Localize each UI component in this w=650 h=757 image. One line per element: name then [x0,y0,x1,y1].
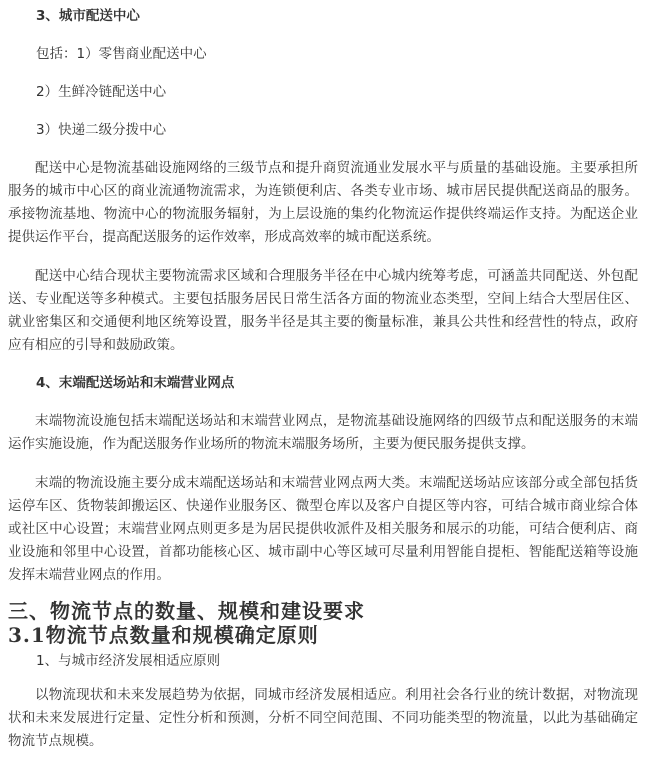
list-item: 包括：1）零售商业配送中心 [36,46,207,62]
paragraph: 末端物流设施包括末端配送场站和末端营业网点，是物流基础设施网络的四级节点和配送服务的末端运作实施设施，作为配送服务作业场所的物流末端服务场所，主要为便民服务提供支撑。 [8,413,638,452]
section-heading-4: 4、末端配送场站和末端营业网点 [36,375,235,391]
section-heading-3: 3、城市配送中心 [36,8,140,24]
keyword-link-standard[interactable]: 标准 [391,314,420,330]
subsection-heading: 3.1物流节点数量和规模确定原则 [8,623,319,647]
chapter-heading: 三、物流节点的数量、规模和建设要求 [8,599,365,623]
paragraph [8,684,638,753]
paragraph-text: 配送中心结合现状主要物流 [35,268,200,284]
paragraph-text: 区域和合理服务半径在中心城内统筹考虑，可涵盖共同配送、外包配送、专业配送等多种模式。主要包括服务居民日常生活各方面的物流业态类型，空间上结合大型居住区、就业密集区和交通便利地区统筹设置，服务半径是其主要的衡量 [8,268,639,330]
list-item: 2）生鲜冷链配送中心 [36,84,167,100]
paragraph [8,157,638,249]
paragraph-text: 以物流现状和未来发展趋势为依据，同城市经济发展相适应。利用社会各行业的统计数据，对物流现状和未来发展进行 [8,687,638,726]
list-item: 3）快递二级分拨中心 [36,122,167,138]
keyword-link-quantitative[interactable]: 定量 [117,710,146,726]
list-item: 1、与城市经济发展相适应原则 [36,653,221,669]
paragraph-text: 配送中心是物流基础设施网络的三级节点和提升商贸流通业发展水平与质量的基础设施。主要承担所服务的城市中心区的商业流通物流 [8,160,638,199]
paragraph-text: ，为连锁便利店、各类专业市场、城市居民提供配送商品的服务。承接物流基地、物流中心的物流服务辐射，为上层设施的集约化物流运作提供终端运作支持。为配送企业提供运作平台，提高配送服务的运作效率，形成高效率的城市配送系统。 [8,183,639,245]
paragraph-text: 区、快递作业服务区、微型仓库以及客户自提区等内容，可结合城市商业综合体或社区中心设置；末端营业网点则更多是为居民提供收派件及相关服务和展示的功能，可结合便利店、商业设施和邻里中心设置，首都功能核心区、城市副中心等区域可尽量利用智能自提柜、智能配送箱等设施发挥末端营业网点的作用。 [8,498,639,583]
keyword-link-demand[interactable]: 需求 [199,268,227,284]
paragraph-text: ，兼具公共性和经营性的特点，政府应有相应的引导和鼓励政策。 [8,314,639,353]
keyword-link-handling[interactable]: 搬运 [131,498,159,514]
paragraph [8,472,638,587]
keyword-link-demand[interactable]: 需求 [213,183,241,199]
paragraph-text: 、定性分析和预测，分析不同空间范围、不同功能类型的物流量，以此为基础确定物流节点规模。 [8,710,639,749]
paragraph [8,265,638,357]
paragraph-text: 末端的物流设施主要分成末端配送场站和末端营业网点两大类。末端配送场站应该部分或全部包括货运停车区、货物装卸 [8,475,638,514]
